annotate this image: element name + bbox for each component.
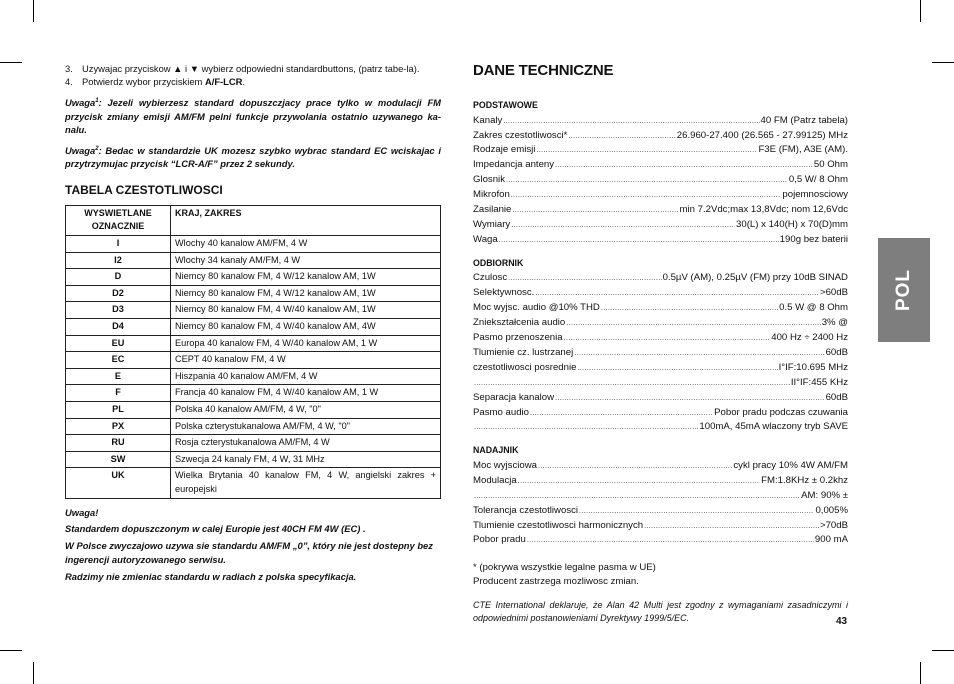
display-code: D [66,269,171,286]
leader-dots [577,362,777,376]
country-range: Hiszpania 40 kanalow AM/FM, 4 W [171,368,441,385]
table-row [66,302,441,319]
footnote-line: Producent zastrzega mozliwosc zmian. [473,576,639,588]
button-name: A/F-LCR [204,76,243,88]
spec-row [473,406,848,421]
table-row [66,435,441,452]
leader-dots [566,317,820,331]
warning-line: Uwaga! [65,506,99,518]
display-code: I [66,236,171,253]
table-row [66,236,441,253]
spec-row [473,504,848,519]
spec-label: Czulosc [473,272,508,284]
spec-value: FM:1.8KHz ± 0.2khz [761,474,848,486]
spec-label: Modulacja [473,474,517,486]
leader-dots [511,219,735,233]
header-display-code: WYSWIETLANE OZNACZNIE [66,205,171,235]
header-country-range: KRAJ, ZAKRES [171,205,441,235]
spec-row [473,301,848,316]
leader-dots [518,475,760,489]
spec-value: >70dB [819,519,848,531]
leader-dots [555,392,825,406]
table-row [66,252,441,269]
crop-mark [920,662,921,684]
crop-mark [920,0,921,22]
spec-row [473,286,848,301]
table-title: TABELA CZESTOTLIWOSCI [65,182,223,197]
spec-value: 0,5 W/ 8 Ohm [788,174,848,186]
spec-label: Mikrofon [473,189,510,201]
spec-label: Wymiary [473,218,511,230]
step-text: Potwierdz wybor przyciskiem [82,76,205,88]
spec-label: czestotliwosci posrednie [473,361,577,373]
table-row [66,368,441,385]
spec-value: 0,005% [815,504,848,516]
leader-dots [536,144,757,158]
table-row [66,335,441,352]
leader-dots [568,130,675,144]
table-row [66,402,441,419]
leader-dots [474,490,800,504]
spec-value: 0.5 W @ 8 Ohm [779,302,848,314]
leader-dots [499,234,779,248]
spec-label: Separacja kanalow [473,391,555,403]
spec-value: I°IF:10.695 MHz [778,361,848,373]
spec-value: 60dB [825,346,848,358]
crop-mark [932,650,954,651]
note-1 [65,95,441,136]
spec-label: Tlumienie czestotliwosci harmonicznych [473,519,644,531]
country-range: Niemcy 80 kanalow FM, 4 W/40 kanalow AM, 4W [171,319,441,336]
step-text-end: . [242,76,246,88]
country-range: Rosja czterystukanalowa AM/FM, 4 W [171,435,441,452]
crop-mark [0,62,22,63]
spec-row [473,361,848,376]
spec-value: AM: 90% ± [801,489,848,501]
note-sup: 1 [95,98,99,105]
spec-value: 100mA, 45mA wlaczony tryb SAVE [699,421,848,433]
table-row [66,468,441,498]
spec-row [473,420,848,435]
spec-value: II°IF:455 KHz [790,376,848,388]
country-range: Szwecja 24 kanaly FM, 4 W, 31 MHz [171,451,441,468]
country-range: Francja 40 kanalow FM, 4 W/40 kanalow AM, 1 W [171,385,441,402]
spec-label: Tolerancja czestotliwosci [473,504,579,516]
leader-dots [564,332,771,346]
spec-label: Tlumienie cz. lustrzanej [473,346,574,358]
leader-dots [512,204,678,218]
instruction-steps [65,62,441,88]
spec-label: Glosnik [473,174,505,186]
spec-group-title: NADAJNIK [473,445,519,456]
table-row [66,451,441,468]
spec-row [473,158,848,173]
spec-label: Moc wyjsc. audio @10% THD [473,302,600,314]
page-number: 43 [836,616,848,627]
country-range: Polska czterystukanalowa AM/FM, 4 W, "0" [171,418,441,435]
spec-row [473,489,848,504]
table-header-row [66,205,441,235]
spec-row [473,188,848,203]
country-range: Polska 40 kanalow AM/FM, 4 W, "0" [171,402,441,419]
note-text: : Jezeli wybierzesz standard dopuszczjacy prace tylko w modulacji FM przycisk zmiany emisji AM/FM pelni funkcje przywolania ostatnio uzywanego ka-nalu. [65,97,441,135]
left-column [65,62,441,586]
table-body [66,236,441,499]
country-range: Wlochy 40 kanalow AM/FM, 4 W [171,236,441,253]
spec-value: 40 FM (Patrz tabela) [760,114,848,126]
footnote-line: * (pokrywa wszystkie legalne pasma w UE) [473,562,656,574]
spec-label: Zasilanie [473,204,512,216]
spec-label: Impedancja anteny [473,159,555,171]
display-code: PX [66,418,171,435]
note-prefix: Uwaga [65,97,96,109]
spec-row [473,331,848,346]
table-row [66,385,441,402]
country-range: Europa 40 kanalow FM, 4 W/40 kanalow AM, 1 W [171,335,441,352]
leader-dots [474,421,698,435]
spec-value: 60dB [825,391,848,403]
country-range: Niemcy 80 kanalow FM, 4 W/12 kanalow AM, 1W [171,269,441,286]
language-tab-label: POL [893,268,914,312]
specs-title: DANE TECHNICZNE [473,62,614,79]
spec-value: F3E (FM), A3E (AM). [758,144,848,156]
leader-dots [511,189,782,203]
warning-block [65,506,441,585]
table-row [66,418,441,435]
leader-dots [579,505,814,519]
leader-dots [555,159,813,173]
table-row [66,285,441,302]
table-row [66,269,441,286]
spec-value: cykl pracy 10% 4W AM/FM [733,459,848,471]
spec-row [473,271,848,286]
step-4 [65,75,441,88]
step-text: Uzywajac przyciskow ▲ i ▼ wybierz odpowiedni standardbuttons, (patrz tabe-la). [82,63,420,74]
language-tab [878,238,930,342]
leader-dots [474,377,790,391]
step-number: 3. [65,63,73,74]
crop-mark [932,62,954,63]
spec-row [473,533,848,548]
leader-dots [508,272,661,286]
leader-dots [527,534,814,548]
spec-value: 50 Ohm [813,159,848,171]
spec-value: pojemnosciowy [782,189,848,201]
spec-groups [473,99,848,548]
display-code: D4 [66,319,171,336]
declaration: CTE International deklaruje, że Alan 42 Multi jest zgodny z wymaganiami zasadniczymi i odpowiednimi postanowieniami Dyrektywy 1999/5/EC. [473,600,848,623]
country-range: Wielka Brytania 40 kanalow FM, 4 W, angielski zakres + europejski [171,468,441,498]
display-code: F [66,385,171,402]
note-prefix: Uwaga [65,145,96,157]
leader-dots [506,174,788,188]
table-row [66,352,441,369]
crop-mark [33,662,34,684]
spec-label: Zniekształcenia audio [473,317,566,329]
spec-value: Pobor pradu podczas czuwania [714,406,848,418]
spec-label: Rodzaje emisji [473,144,536,156]
spec-group-title: ODBIORNIK [473,257,524,268]
step-number: 4. [65,76,73,88]
spec-label: Moc wyjsciowa [473,459,537,471]
spec-row [473,129,848,144]
display-code: E [66,368,171,385]
display-code: EC [66,352,171,369]
country-range: Niemcy 80 kanalow FM, 4 W/12 kanalow AM, 1W [171,285,441,302]
spec-label: Kanaly [473,114,503,126]
footnote [473,561,848,589]
leader-dots [503,115,759,129]
spec-row [473,203,848,218]
spec-value: 0.5µV (AM), 0.25µV (FM) przy 10dB SINAD [662,272,848,284]
spec-row [473,233,848,248]
display-code: SW [66,451,171,468]
right-column [473,62,848,624]
spec-value: >60dB [819,287,848,299]
spec-row [473,143,848,158]
display-code: PL [66,402,171,419]
spec-row [473,391,848,406]
spec-value: 3% @ [821,317,848,329]
spec-row [473,376,848,391]
spec-row [473,316,848,331]
note-text: : Bedac w standardzie UK mozesz szybko wybrac standard EC wciskajac i przytrzymujac przycisk “LCR-A/F” przez 2 sekundy. [65,145,441,170]
display-code: I2 [66,252,171,269]
leader-dots [574,347,824,361]
crop-mark [0,650,22,651]
leader-dots [535,287,819,301]
leader-dots [601,302,778,316]
warning-line: Radzimy nie zmieniac standardu w radiach z polska specyfikacja. [65,570,357,582]
spec-row [473,459,848,474]
spec-value: 26.960-27.400 (26.565 - 27.99125) MHz [676,129,848,141]
spec-label: Selektywnosc. [473,287,535,299]
note-sup: 2 [95,146,99,153]
spec-value: min 7.2Vdc;max 13,8Vdc; nom 12,6Vdc [679,204,848,216]
spec-label: Pobor pradu [473,534,526,546]
table-row [66,319,441,336]
display-code: EU [66,335,171,352]
spec-value: 30(L) x 140(H) x 70(D)mm [736,218,848,230]
spec-label: Waga [473,233,498,245]
spec-group-title: PODSTAWOWE [473,100,538,110]
spec-label: Pasmo przenoszenia [473,331,563,343]
country-range: Niemcy 80 kanalow FM, 4 W/40 kanalow AM, 1W [171,302,441,319]
leader-dots [644,520,819,534]
spec-label: Pasmo audio [473,406,529,418]
note-2 [65,143,441,171]
spec-row [473,114,848,129]
frequency-table [65,205,441,499]
spec-row [473,218,848,233]
spec-value: 190g bez baterii [779,233,848,245]
display-code: D3 [66,302,171,319]
spec-value: 900 mA [814,534,848,546]
spec-row [473,474,848,489]
spec-row [473,173,848,188]
country-range: Wlochy 34 kanaly AM/FM, 4 W [171,252,441,269]
spec-label: Zakres czestotliwosci* [473,129,568,141]
country-range: CEPT 40 kanalow FM, 4 W [171,352,441,369]
leader-dots [530,407,713,421]
warning-line: W Polsce zwyczajowo uzywa sie standardu AM/FM „0”, który nie jest dostepny bez ingerencji autoryzowanego serwisu. [65,539,433,566]
spec-row [473,519,848,534]
leader-dots [538,460,732,474]
display-code: UK [66,468,171,498]
crop-mark [33,0,34,22]
display-code: RU [66,435,171,452]
step-3 [65,62,441,75]
spec-value: 400 Hz ÷ 2400 Hz [771,331,848,343]
spec-row [473,346,848,361]
warning-line: Standardem dopuszczonym w calej Europie jest 40CH FM 4W (EC) . [65,523,366,535]
display-code: D2 [66,285,171,302]
